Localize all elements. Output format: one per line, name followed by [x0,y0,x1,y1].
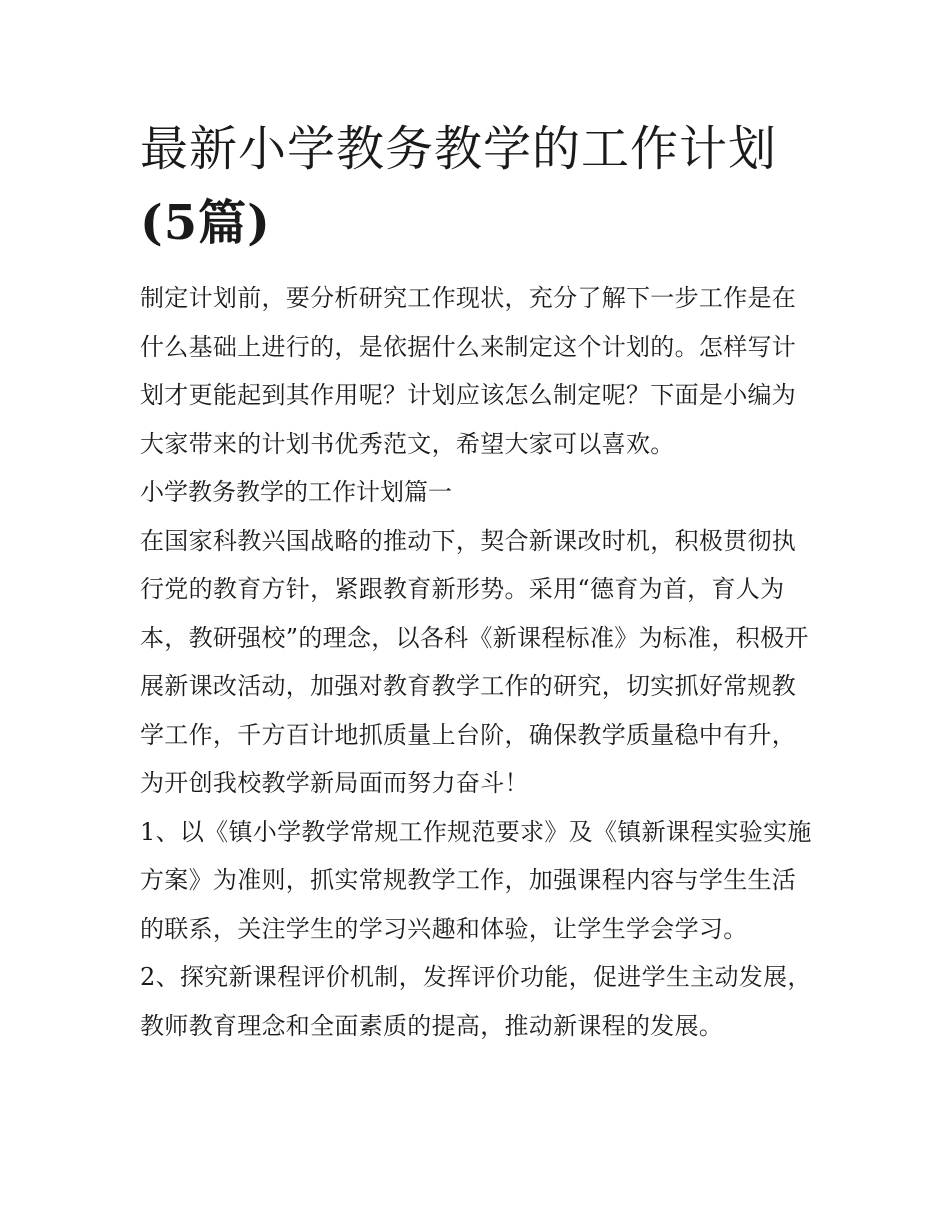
list-item-1: 1、以《镇小学教学常规工作规范要求》及《镇新课程实验实施方案》为准则，抓实常规教学工作，加强课程内容与学生生活的联系，关注学生的学习兴趣和体验，让学生学会学习。 [140,817,812,943]
document-page [140,112,816,1050]
section-heading: 小学教务教学的工作计划篇一 [140,478,452,506]
intro-paragraph: 制定计划前，要分析研究工作现状，充分了解下一步工作是在什么基础上进行的，是依据什么来制定这个计划的。怎样写计划才更能起到其作用呢？计划应该怎么制定呢？下面是小编为大家带来的计划书优秀范文，希望大家可以喜欢。 [140,284,797,458]
document-title-count: (5篇) [140,195,271,251]
document-title-main: 最新小学教务教学的工作计划 [140,121,778,177]
list-item-2: 2、探究新课程评价机制，发挥评价功能，促进学生主动发展，教师教育理念和全面素质的提高，推动新课程的发展。 [140,963,812,1040]
section-paragraph: 在国家科教兴国战略的推动下，契合新课改时机，积极贯彻执行党的教育方针，紧跟教育新形势。采用“德育为首，育人为本，教研强校”的理念，以各科《新课程标准》为标准，积极开展新课改活动，加强对教育教学工作的研究，切实抓好常规教学工作，千方百计地抓质量上台阶，确保教学质量稳中有升，为开创我校教学新局面而努力奋斗！ [140,526,809,797]
document-title [140,112,816,260]
